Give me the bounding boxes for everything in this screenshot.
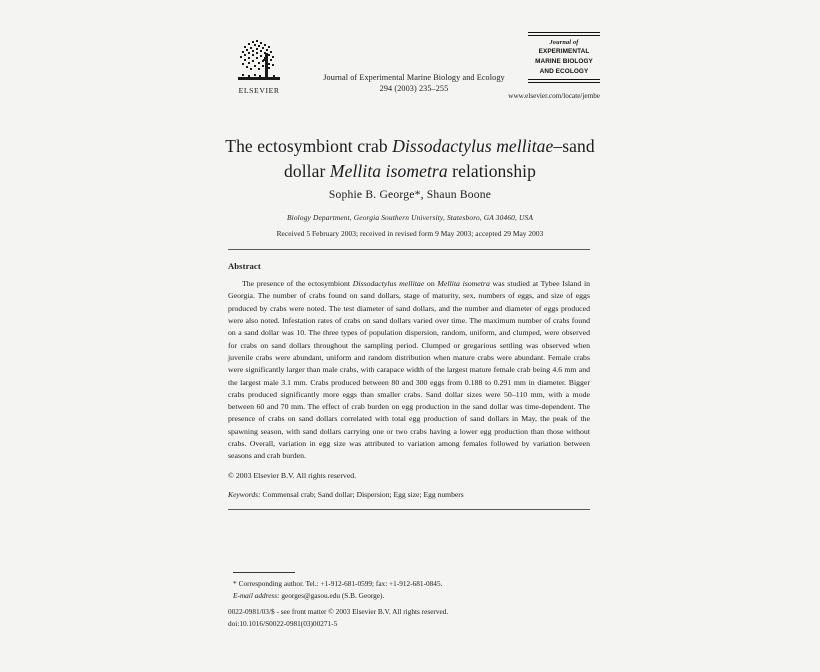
badge-line-2: EXPERIMENTAL — [538, 48, 590, 56]
keywords-value: Commensal crab; Sand dollar; Dispersion; Egg size; Egg numbers — [260, 490, 464, 499]
email-label: E-mail address: — [233, 590, 280, 600]
doi-line[interactable]: doi:10.1016/S0022-0981(03)00271-5 — [228, 618, 338, 628]
abstract-copyright: © 2003 Elsevier B.V. All rights reserved. — [228, 471, 357, 480]
corresponding-author-note — [233, 578, 590, 590]
footnote-block — [233, 578, 590, 602]
keywords-label: Keywords: — [228, 490, 261, 499]
abstract-rule-top — [228, 249, 590, 250]
badge-line-4: AND ECOLOGY — [539, 67, 589, 75]
badge-line-3: MARINE BIOLOGY — [535, 58, 593, 66]
abstract-paragraph — [228, 278, 590, 463]
abstract-text-part2: on — [424, 279, 438, 288]
abstract-rule-bottom — [228, 509, 590, 510]
email-note — [233, 590, 590, 602]
abstract-species-2: Mellita isometra — [437, 279, 490, 288]
imprint-block — [228, 606, 590, 629]
abstract-body — [228, 278, 590, 463]
journal-citation — [298, 72, 530, 94]
email-value[interactable]: georges@gasou.edu (S.B. George). — [279, 590, 385, 600]
badge-rule-top — [528, 32, 600, 36]
abstract-species-1: Dissodactylus mellitae — [352, 279, 425, 288]
elsevier-wordmark: ELSEVIER — [238, 86, 280, 95]
title-line2-post: relationship — [447, 160, 536, 181]
author-affiliation: Biology Department, Georgia Southern University, Statesboro, GA 30460, USA — [286, 213, 534, 222]
abstract-text-part1: The presence of the ectosymbiont — [242, 279, 353, 288]
journal-cover-badge — [528, 32, 600, 83]
title-line1-species: Dissodactylus mellitae — [392, 136, 554, 156]
abstract-text-part3: was studied at Tybee Island in Georgia. The number of crabs found on sand dollars, stage of maturity, sex, numbers of eggs, and size of eggs produced by crabs were noted. The test diameter of sand dollars, and the number and diameter of eggs produced were also noted. Infestation rates of crabs on sand dollars varied over time. The maximum number of crabs found on a sand dollar was 10. The three types of population dispersion, random, uniform, and clumped, were observed for crabs on sand dollars throughout the sampling period. Clumped or gregarious settling was observed when juvenile crabs were abundant, uniform and random distribution when mature crabs were abundant. Female crabs were significantly larger than male crabs, with carapace width of the largest mature female crab being 4.6 mm and the largest male 3.1 mm. Crabs produced between 80 and 300 eggs from 0.188 to 0.291 mm in diameter. Bigger crabs produced significantly more eggs than smaller crabs. Sand dollar sizes were 50–110 mm, with a mode between 60 and 70 mm. The effect of crab burden on egg production in the sand dollar was time-dependent. The presence of crabs on sand dollars correlated with total egg production of sand dollars in May, the peak of the spawning season, with sand dollars carrying one or two crabs having a lower egg production than those without crabs. Overall, variation in egg size was attributed to variation among females followed by variation between seasons and crab burden. — [228, 279, 591, 461]
page-title — [215, 134, 605, 184]
page-header — [220, 30, 600, 108]
submission-history: Received 5 February 2003; received in revised form 9 May 2003; accepted 29 May 2003 — [276, 229, 544, 238]
title-line2-species: Mellita isometra — [329, 160, 448, 181]
elsevier-tree-icon — [232, 39, 286, 85]
journal-name: Journal of Experimental Marine Biology and Ecology — [323, 73, 505, 82]
elsevier-logo — [228, 33, 290, 95]
corresponding-author-text: Corresponding author. Tel.: +1-912-681-0599; fax: +1-912-681-0845. — [238, 579, 443, 588]
title-line1-pre: The ectosymbiont crab — [225, 136, 393, 156]
author-list: Sophie B. George*, Shaun Boone — [328, 188, 492, 201]
title-line1-post: –sand — [553, 136, 595, 156]
abstract-heading: Abstract — [228, 261, 261, 271]
title-line2-pre: dollar — [284, 160, 330, 181]
footnote-separator — [233, 572, 295, 573]
journal-volume-pages: 294 (2003) 235–255 — [379, 84, 449, 94]
footnote-asterisk: * — [233, 579, 237, 588]
issn-front-matter: 0022-0981/03/$ - see front matter © 2003 Elsevier B.V. All rights reserved. — [228, 607, 449, 616]
keywords-line — [228, 489, 590, 500]
journal-homepage-url[interactable]: www.elsevier.com/locate/jembe — [508, 92, 600, 100]
page-title-block — [215, 134, 605, 184]
badge-rule-bottom — [528, 79, 600, 83]
badge-line-1: Journal of — [549, 38, 579, 46]
